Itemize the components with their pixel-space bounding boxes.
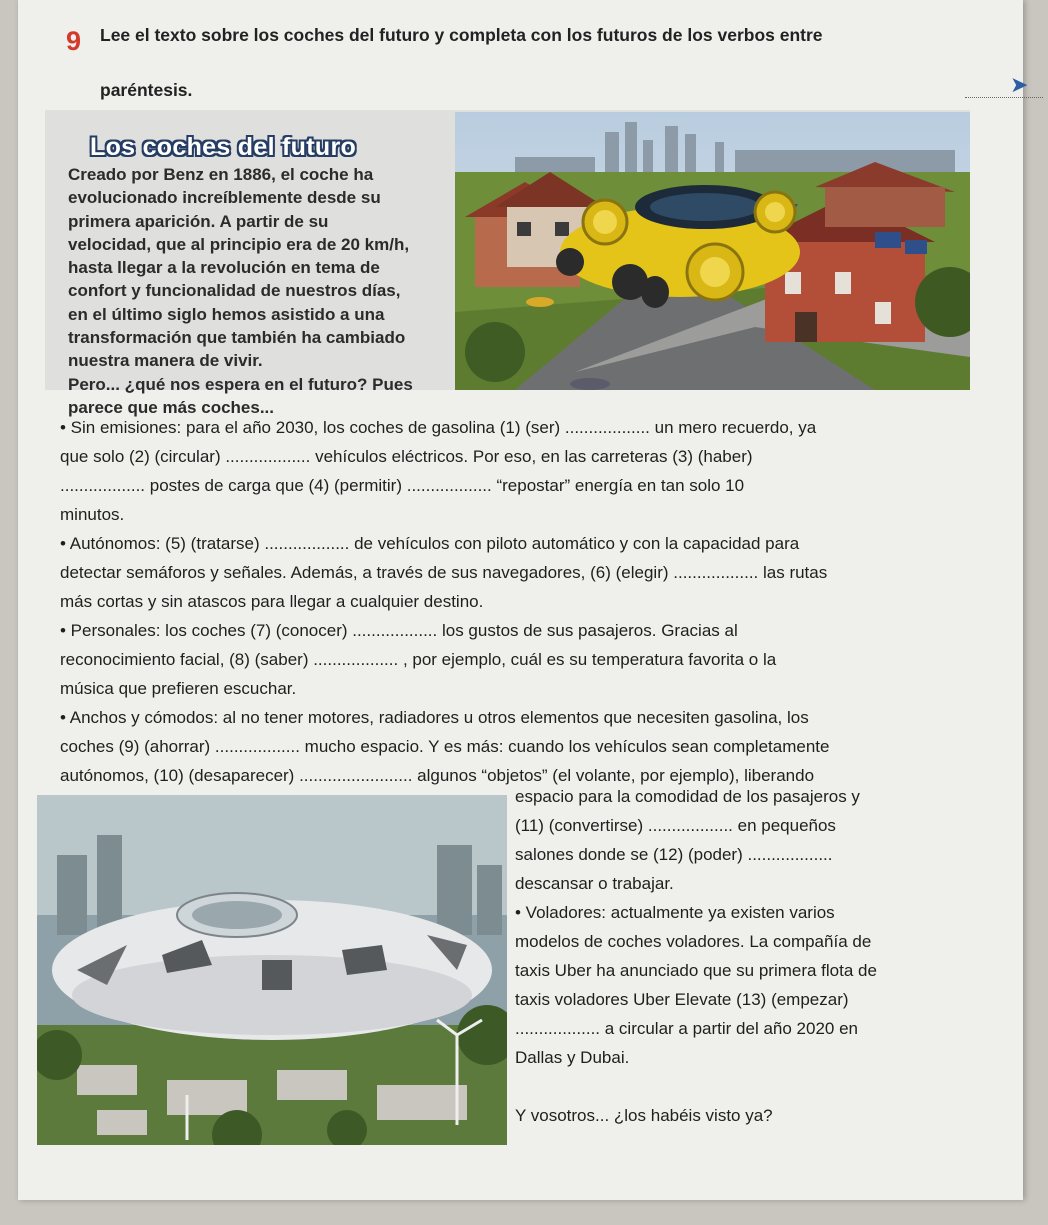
instruction-line-2: paréntesis. xyxy=(100,80,193,100)
body-line: descansar o trabajar. xyxy=(515,874,674,893)
divider xyxy=(965,97,1043,98)
body-line: Dallas y Dubai. xyxy=(515,1048,630,1067)
intro-line: Pero... ¿qué nos espera en el futuro? Pues xyxy=(68,374,413,394)
body-line: que solo (2) (circular) .................. vehículos eléctricos. Por eso, en las carreteras (3) (haber) xyxy=(60,447,753,466)
intro-line: parece que más coches... xyxy=(68,397,274,417)
intro-line: velocidad, que al principio era de 20 km/h, xyxy=(68,234,410,254)
body-line: .................. postes de carga que (4) (permitir) .................. “repostar” energía en tan solo 10 xyxy=(60,476,745,495)
body-line: coches (9) (ahorrar) .................. mucho espacio. Y es más: cuando los vehículos sean completamente xyxy=(60,737,830,756)
arrow-right-icon: ➤ xyxy=(1010,72,1029,97)
intro-line: Creado por Benz en 1886, el coche ha xyxy=(68,165,374,184)
yellow-flying-car-image xyxy=(455,112,970,390)
body-line: • Personales: los coches (7) (conocer) .................. los gustos de sus pasajeros. Gracias al xyxy=(60,621,738,640)
body-line: (11) (convertirse) .................. en pequeños xyxy=(515,816,836,835)
body-line: más cortas y sin atascos para llegar a cualquier destino. xyxy=(60,592,484,611)
silver-flying-car-image xyxy=(37,795,507,1145)
body-line: .................. a circular a partir del año 2020 en xyxy=(515,1019,859,1038)
exercise-number: 9 xyxy=(66,26,82,56)
body-line: minutos. xyxy=(60,505,125,524)
body-line: • Sin emisiones: para el año 2030, los coches de gasolina (1) (ser) .................. un mero recuerdo, ya xyxy=(60,418,817,437)
body-line: música que prefieren escuchar. xyxy=(60,679,297,698)
body-line: modelos de coches voladores. La compañía de xyxy=(515,932,872,951)
article-body-right xyxy=(515,782,975,1130)
intro-line: transformación que también ha cambiado xyxy=(68,328,406,348)
intro-line: evolucionado increíblemente desde su xyxy=(68,188,381,208)
body-line: taxis voladores Uber Elevate (13) (empezar) xyxy=(515,990,849,1009)
article-body xyxy=(60,413,970,790)
instruction-line-1: Lee el texto sobre los coches del futuro y completa con los futuros de los verbos entre xyxy=(100,25,823,45)
intro-line: nuestra manera de vivir. xyxy=(68,351,263,371)
intro-paragraph xyxy=(68,163,463,419)
body-line: autónomos, (10) (desaparecer) ........................ algunos “objetos” (el volante, por ejemplo), liberando xyxy=(60,766,815,785)
body-line: • Autónomos: (5) (tratarse) .................. de vehículos con piloto automático y con la capacidad para xyxy=(60,534,800,553)
body-line: • Anchos y cómodos: al no tener motores, radiadores u otros elementos que necesiten gasolina, los xyxy=(60,708,809,727)
intro-line: primera aparición. A partir de su xyxy=(68,211,329,231)
article-title: Los coches del futuro xyxy=(90,133,357,161)
body-line: espacio para la comodidad de los pasajeros y xyxy=(515,787,860,806)
body-line xyxy=(515,1072,975,1101)
intro-line: en el último siglo hemos asistido a una xyxy=(68,304,385,324)
body-line: reconocimiento facial, (8) (saber) .................. , por ejemplo, cuál es su temperatura favorita o la xyxy=(60,650,777,669)
body-line: salones donde se (12) (poder) .................. xyxy=(515,845,833,864)
body-line: • Voladores: actualmente ya existen varios xyxy=(515,903,835,922)
intro-line: confort y funcionalidad de nuestros días, xyxy=(68,281,401,301)
body-line: Y vosotros... ¿los habéis visto ya? xyxy=(515,1106,773,1125)
body-line: detectar semáforos y señales. Además, a través de sus navegadores, (6) (elegir) .................. las rutas xyxy=(60,563,828,582)
intro-line: hasta llegar a la revolución en tema de xyxy=(68,258,380,278)
body-line: taxis Uber ha anunciado que su primera flota de xyxy=(515,961,877,980)
